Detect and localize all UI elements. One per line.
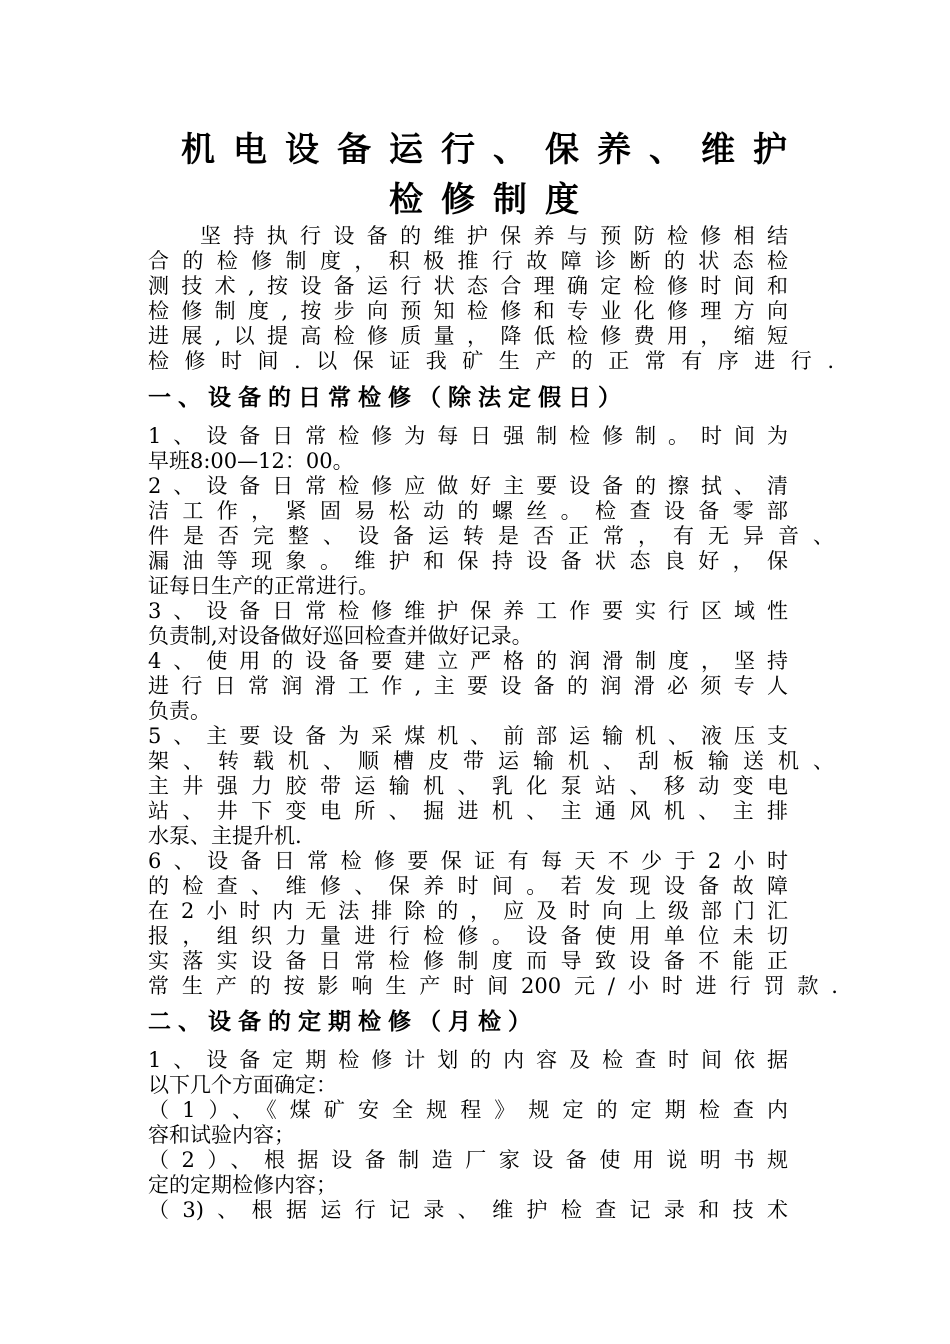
section1-line: 站、井下变电所、掘进机、主通风机、主排 — [148, 799, 788, 823]
section1-line: 常生产的按影响生产时间200元/小时进行罚款. — [148, 974, 838, 998]
section1-line: 3、设备日常检修维护保养工作要实行区域性 — [148, 599, 788, 623]
section2-line: （1）、《煤矿安全规程》规定的定期检查内 — [148, 1098, 788, 1122]
section1-line: 洁工作，紧固易松动的螺丝。检查设备零部 — [148, 499, 788, 523]
intro-line: 检修时间.以保证我矿生产的正常有序进行. — [148, 349, 834, 373]
intro-line: 测技术,按设备运行状态合理确定检修时间和 — [148, 274, 788, 298]
section2-line: 以下几个方面确定： — [148, 1073, 337, 1097]
section1-line: 4、使用的设备要建立严格的润滑制度，坚持 — [148, 649, 788, 673]
section1-line: 负责制,对设备做好巡回检查并做好记录。 — [148, 624, 533, 648]
section1-line: 水泵、主提升机. — [148, 824, 302, 848]
section1-line: 进行日常润滑工作,主要设备的润滑必须专人 — [148, 674, 788, 698]
section2-line: （2）、根据设备制造厂家设备使用说明书规 — [148, 1148, 788, 1172]
section1-line: 2、设备日常检修应做好主要设备的擦拭、清 — [148, 474, 788, 498]
section1-line: 件是否完整、设备运转是否正常，有无异音、 — [148, 524, 834, 548]
section1-line: 6、设备日常检修要保证有每天不少于2小时 — [148, 849, 788, 873]
section1-line: 主井强力胶带运输机、乳化泵站、移动变电 — [148, 774, 788, 798]
section2-line: 容和试验内容； — [148, 1123, 295, 1147]
section1-heading: 一、设备的日常检修（除法定假日） — [148, 385, 628, 411]
section1-line: 负责。 — [148, 699, 211, 723]
section1-line: 早班8:00—12：00。 — [148, 449, 354, 473]
intro-line: 合的检修制度，积极推行故障诊断的状态检 — [148, 249, 788, 273]
section1-line: 实落实设备日常检修制度而导致设备不能正 — [148, 949, 788, 973]
section1-line: 报，组织力量进行检修。设备使用单位未切 — [148, 924, 788, 948]
intro-line: 坚持执行设备的维护保养与预防检修相结 — [200, 224, 788, 248]
document-title-line2: 检修制度 — [389, 180, 597, 220]
section2-line: 1、设备定期检修计划的内容及检查时间依据 — [148, 1048, 788, 1072]
section1-line: 架、转载机、顺槽皮带运输机、刮板输送机、 — [148, 749, 834, 773]
section1-line: 1、设备日常检修为每日强制检修制。时间为 — [148, 424, 788, 448]
intro-line: 检修制度,按步向预知检修和专业化修理方向 — [148, 299, 788, 323]
section2-heading: 二、设备的定期检修（月检） — [148, 1009, 538, 1035]
section1-line: 5、主要设备为采煤机、前部运输机、液压支 — [148, 724, 788, 748]
intro-line: 进展,以提高检修质量，降低检修费用，缩短 — [148, 324, 788, 348]
section2-line: 定的定期检修内容； — [148, 1173, 337, 1197]
document-title-line1: 机电设备运行、保养、维护 — [181, 130, 805, 170]
section2-line: （3)、根据运行记录、维护检查记录和技术 — [148, 1198, 788, 1222]
section1-line: 漏油等现象。维护和保持设备状态良好，保 — [148, 549, 788, 573]
section1-line: 在2小时内无法排除的，应及时向上级部门汇 — [148, 899, 788, 923]
section1-line: 证每日生产的正常进行。 — [148, 574, 379, 598]
section1-line: 的检查、维修、保养时间。若发现设备故障 — [148, 874, 788, 898]
